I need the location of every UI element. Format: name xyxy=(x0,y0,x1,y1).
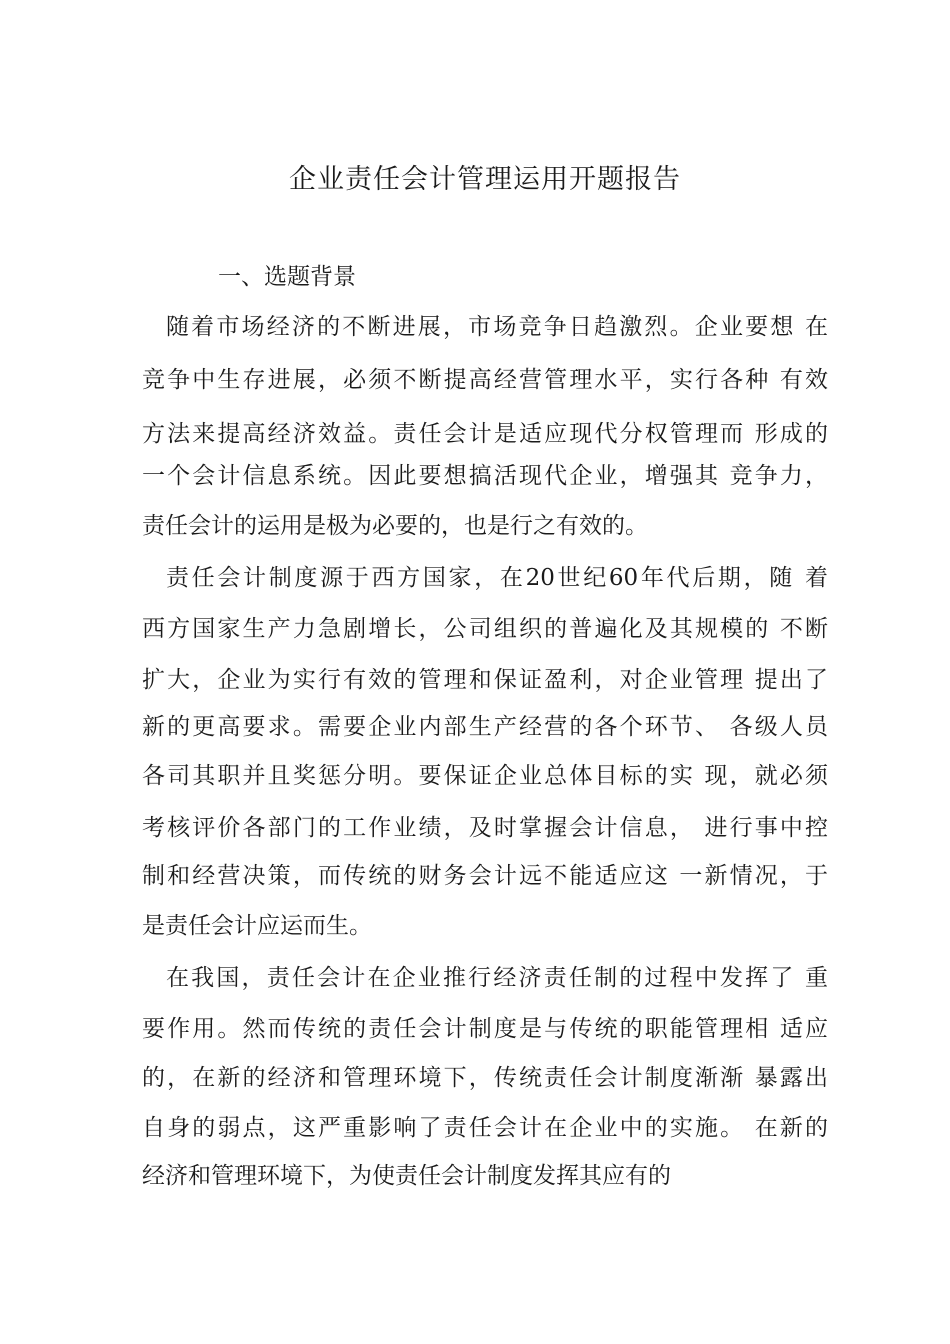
document-title: 企业责任会计管理运用开题报告 xyxy=(289,164,681,195)
body-line: 的，在新的经济和管理环境下，传统责任会计制度渐渐 暴露出 xyxy=(142,1065,828,1091)
body-line: 责任会计制度源于西方国家，在20世纪60年代后期，随 着 xyxy=(166,565,828,591)
body-line: 方法来提高经济效益。责任会计是适应现代分权管理而 形成的 xyxy=(142,421,828,447)
body-line: 在我国，责任会计在企业推行经济责任制的过程中发挥了 重 xyxy=(166,965,828,991)
body-line: 考核评价各部门的工作业绩，及时掌握会计信息， 进行事中控 xyxy=(142,815,828,841)
body-line: 随着市场经济的不断进展，市场竞争日趋激烈。企业要想 在 xyxy=(166,314,828,340)
body-line: 责任会计的运用是极为必要的，也是行之有效的。 xyxy=(142,513,648,539)
section-heading: 一、选题背景 xyxy=(218,264,356,290)
body-line: 经济和管理环境下，为使责任会计制度发挥其应有的 xyxy=(142,1163,671,1189)
body-line: 各司其职并且奖惩分明。要保证企业总体目标的实 现，就必须 xyxy=(142,763,828,789)
body-line: 扩大，企业为实行有效的管理和保证盈利，对企业管理 提出了 xyxy=(142,667,828,693)
body-line: 新的更高要求。需要企业内部生产经营的各个环节、 各级人员 xyxy=(142,714,828,740)
body-line: 一个会计信息系统。因此要想搞活现代企业，增强其 竞争力， xyxy=(142,463,828,489)
body-line: 竞争中生存进展，必须不断提高经营管理水平，实行各种 有效 xyxy=(142,367,828,393)
body-line: 是责任会计应运而生。 xyxy=(142,913,372,939)
body-line: 制和经营决策，而传统的财务会计远不能适应这 一新情况，于 xyxy=(142,863,828,889)
body-line: 要作用。然而传统的责任会计制度是与传统的职能管理相 适应 xyxy=(142,1016,828,1042)
body-line: 西方国家生产力急剧增长，公司组织的普遍化及其规模的 不断 xyxy=(142,616,828,642)
body-line: 自身的弱点，这严重影响了责任会计在企业中的实施。 在新的 xyxy=(142,1115,828,1141)
